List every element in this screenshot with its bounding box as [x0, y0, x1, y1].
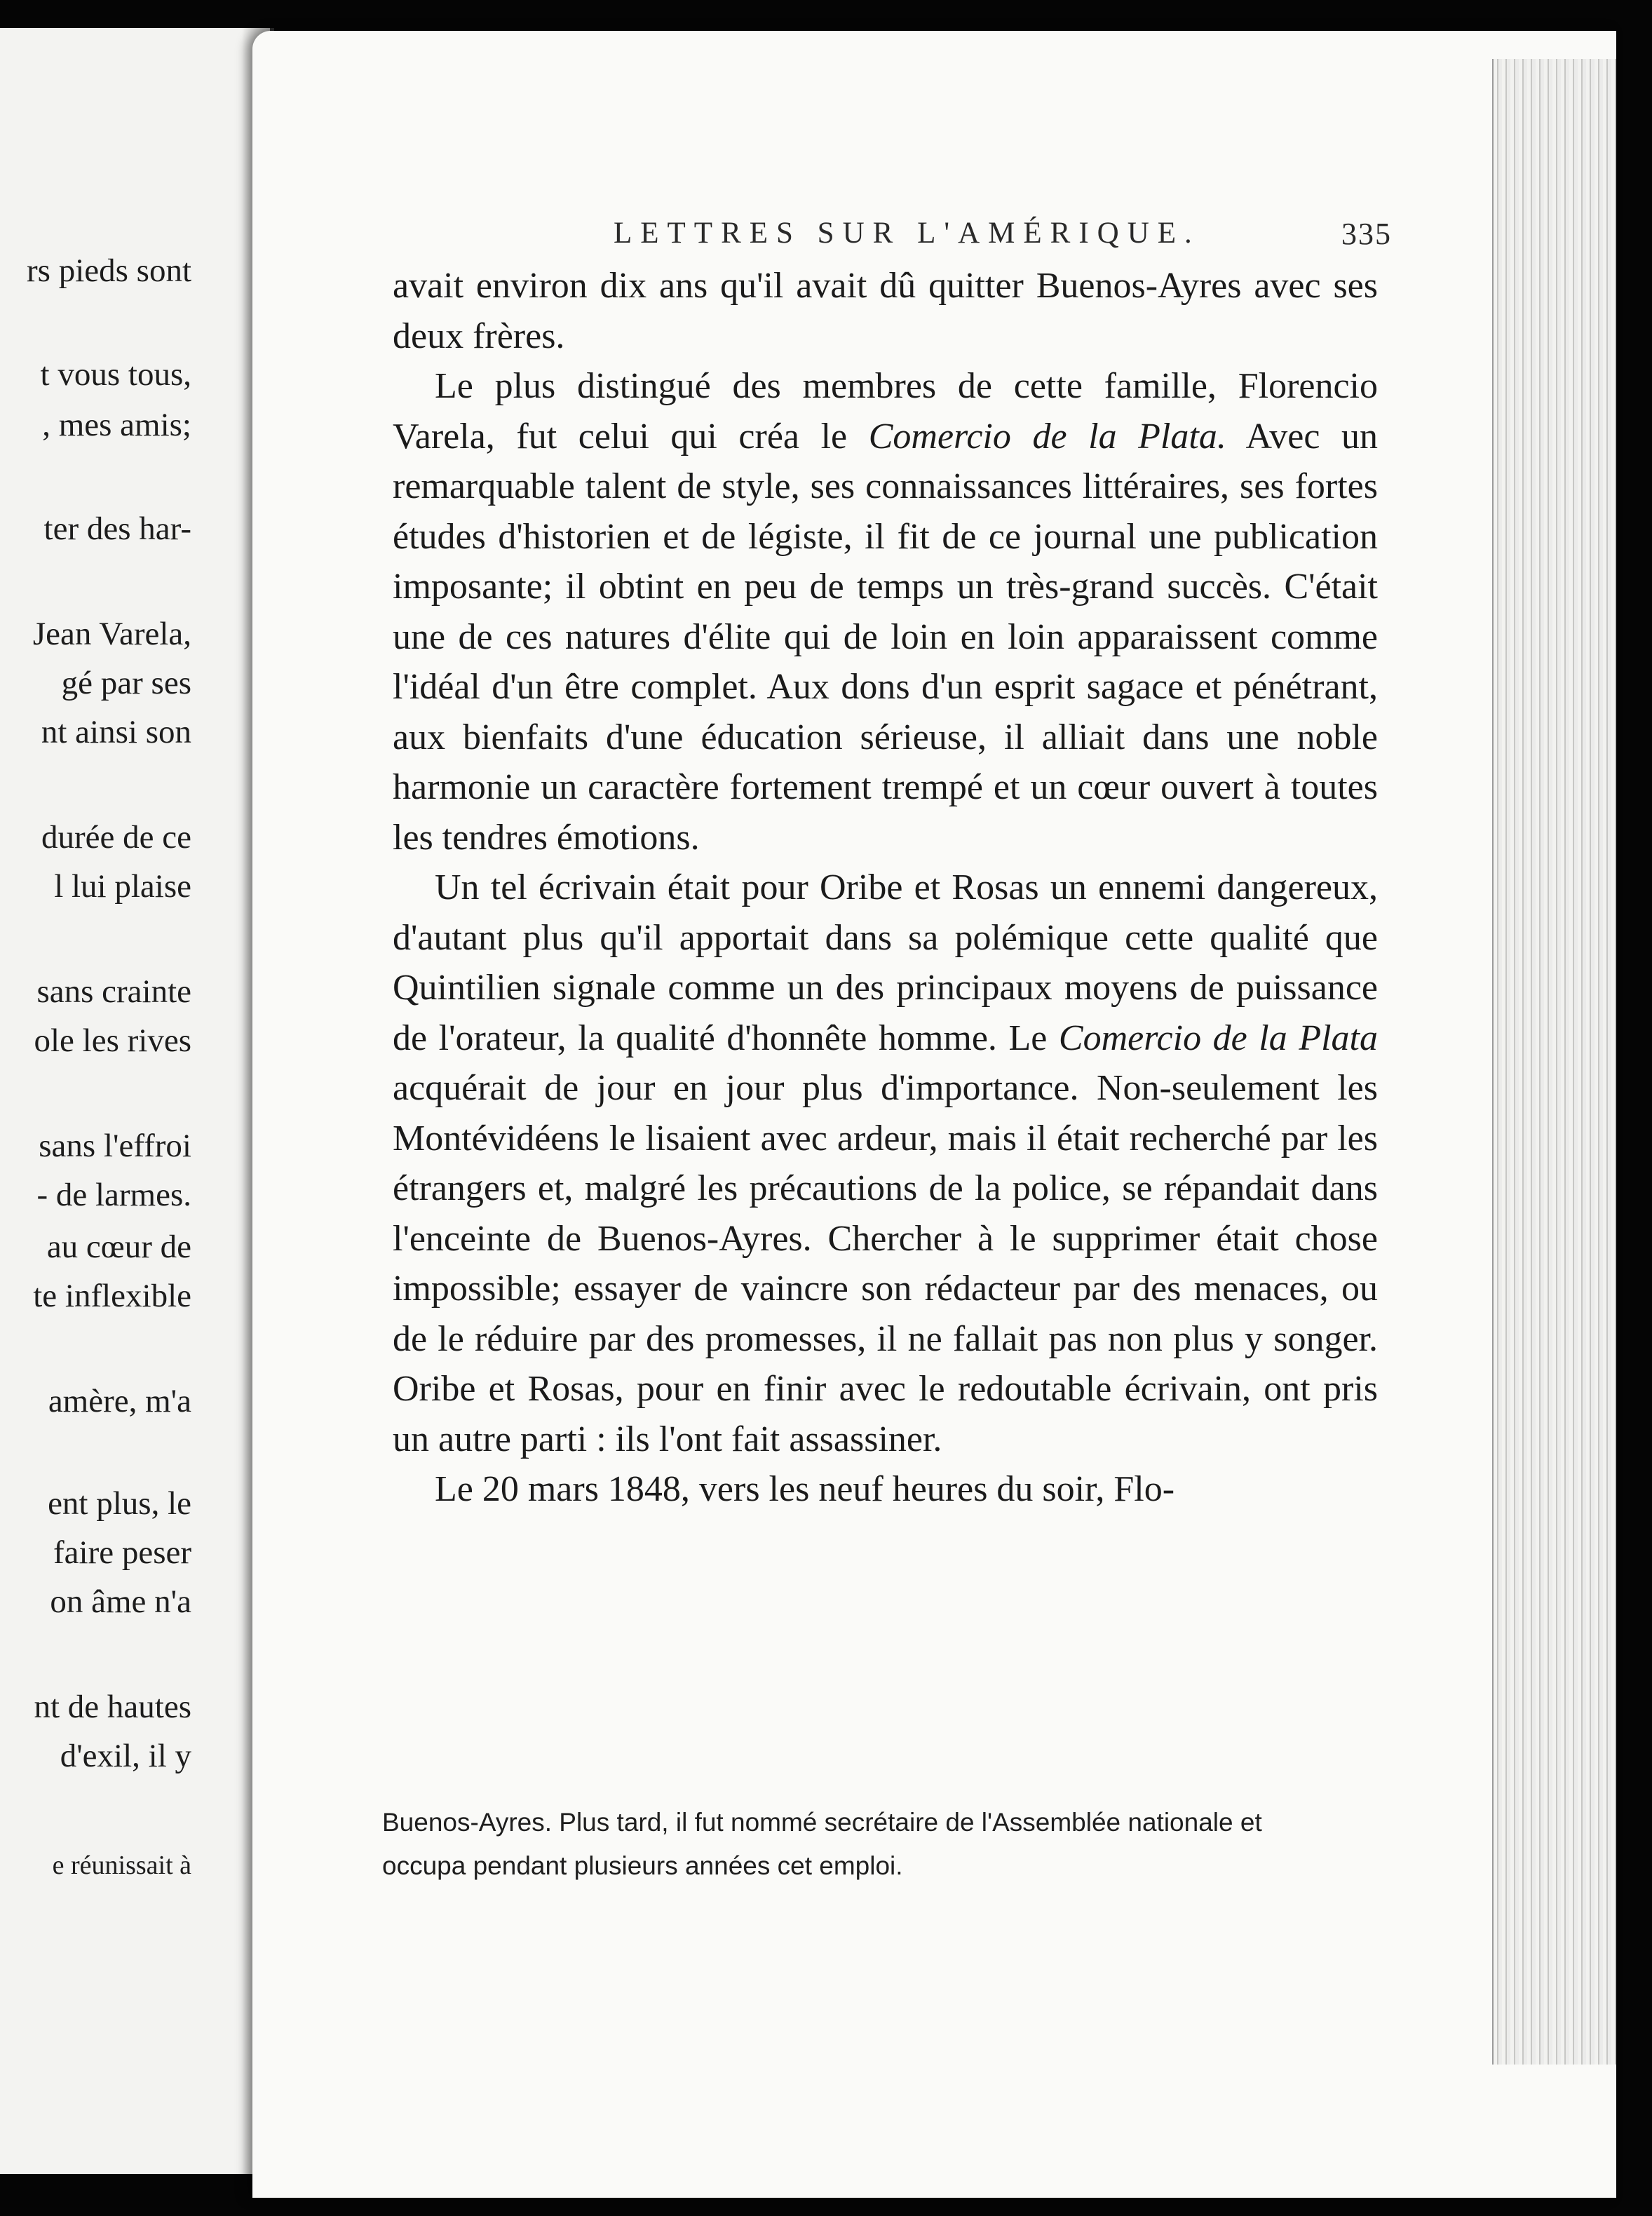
- paragraph: [393, 863, 1378, 1464]
- left-page-line: te inflexible: [33, 1278, 191, 1314]
- footnote-text: Buenos-Ayres. Plus tard, il fut nommé secrétaire de l'Assemblée nationale et occupa pendant plusieurs années cet emploi.: [382, 1808, 1262, 1880]
- text-run: acquérait de jour en jour plus d'importance. Non-seulement les Montévidéens le lisaient avec ardeur, mais il était recherché par les étrangers et, malgré les précautions de la police, se répandait dans l'enceinte de Buenos-Ayres. Chercher à le supprimer était chose impossible; essayer de vaincre son rédacteur par des menaces, ou de le réduire par des promesses, il ne fallait pas non plus y songer. Oribe et Rosas, pour en finir avec le redoutable écrivain, ont pris un autre parti : ils l'ont fait assassiner.: [393, 1068, 1378, 1459]
- left-page-line: t vous tous,: [40, 356, 191, 393]
- newspaper-title: Comercio de la Plata: [1058, 1018, 1378, 1058]
- page-number: 335: [1341, 217, 1392, 251]
- newspaper-title: Comercio de la Plata.: [868, 416, 1226, 457]
- left-page-line: l lui plaise: [54, 868, 191, 905]
- left-page-line: ter des har-: [43, 511, 191, 547]
- text-run: Avec un remarquable talent de style, ses connaissances littéraires, ses fortes études d'historien et de légiste, il fit de ce journal une publication imposante; il obtint en peu de temps un très-grand succès. C'était une de ces natures d'élite qui de loin en loin apparaissent comme l'idéal d'un être complet. Aux dons d'un esprit sagace et pénétrant, aux bienfaits d'une éducation sérieuse, il alliait dans une noble harmonie un caractère fortement trempé et un cœur ouvert à toutes les tendres émotions.: [393, 416, 1378, 858]
- left-page-line: nt ainsi son: [41, 714, 191, 750]
- left-page-line: - de larmes.: [36, 1177, 191, 1213]
- page-edges: [1492, 59, 1616, 2065]
- left-page-line: , mes amis;: [42, 407, 191, 443]
- paragraph: [393, 361, 1378, 863]
- paragraph: Le 20 mars 1848, vers les neuf heures du soir, Flo-: [435, 1469, 1175, 1509]
- page-header: [614, 216, 1392, 265]
- body-text: [393, 261, 1378, 1515]
- left-page-line: on âme n'a: [50, 1583, 191, 1620]
- left-page-line: sans l'effroi: [39, 1128, 191, 1164]
- left-page-line: gé par ses: [61, 665, 191, 701]
- left-page: [0, 28, 274, 2174]
- left-page-line: ole les rives: [34, 1022, 191, 1059]
- left-page-line: faire peser: [53, 1534, 191, 1571]
- left-page-line: amère, m'a: [48, 1383, 191, 1419]
- text-run: Un tel écrivain était pour Oribe et Rosas un ennemi dangereux, d'autant plus qu'il apportait dans sa polémique cette qualité que Quintilien signale comme un des principaux moyens de puissance de l'orateur, la qualité d'honnête homme. Le: [393, 867, 1378, 1058]
- paragraph: avait environ dix ans qu'il avait dû quitter Buenos-Ayres avec ses deux frères.: [393, 266, 1378, 356]
- left-page-line: Jean Varela,: [32, 616, 191, 652]
- left-page-line: rs pieds sont: [27, 252, 191, 289]
- left-page-line: au cœur de: [46, 1229, 191, 1265]
- left-page-line: ent plus, le: [48, 1485, 191, 1522]
- left-page-line: durée de ce: [41, 819, 191, 856]
- left-page-line: nt de hautes: [34, 1689, 191, 1725]
- running-title: LETTRES SUR L'AMÉRIQUE.: [614, 217, 1200, 250]
- footnote: [382, 1801, 1350, 1888]
- left-page-line: sans crainte: [36, 973, 191, 1010]
- left-page-line: d'exil, il y: [60, 1738, 191, 1774]
- left-page-line: e réunissait à: [52, 1851, 191, 1880]
- text-run: Le plus distingué des membres de cette famille, Florencio Varela, fut celui qui créa le: [393, 366, 1378, 457]
